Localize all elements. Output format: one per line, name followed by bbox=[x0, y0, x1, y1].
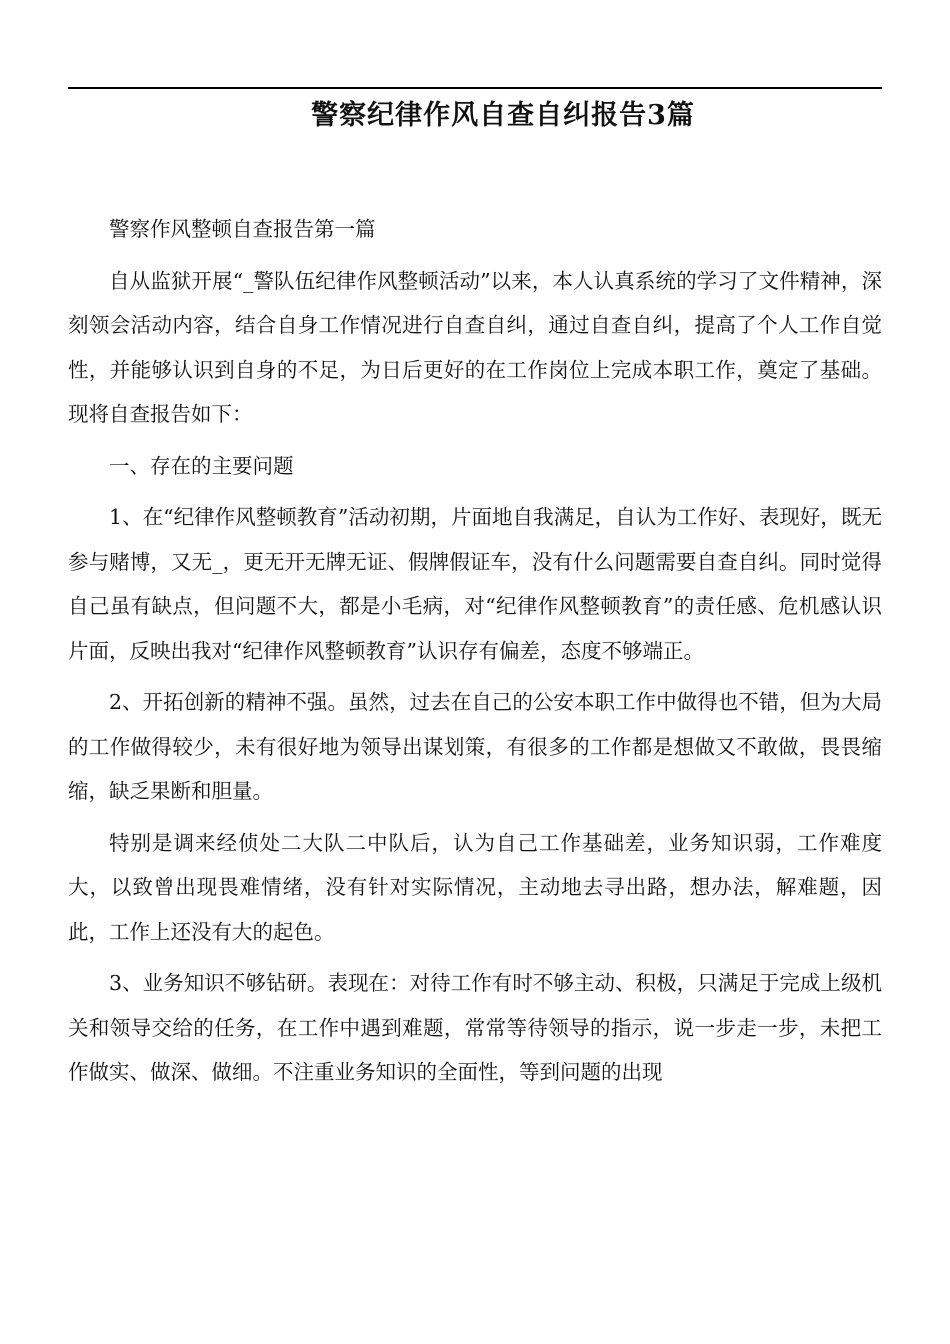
document-body bbox=[68, 207, 882, 1102]
subheading: 一、存在的主要问题 bbox=[109, 453, 294, 478]
paragraph: 自从监狱开展“_警队伍纪律作风整顿活动”以来，本人认真系统的学习了文件精神，深刻领会活动内容，结合自身工作情况进行自查自纠，通过自查自纠，提高了个人工作自觉性，并能够认识到自身的不足，为日后更好的在工作岗位上完成本职工作，奠定了基础。现将自查报告如下： bbox=[68, 268, 882, 426]
paragraph: 1、在“纪律作风整顿教育”活动初期，片面地自我满足，自认为工作好、表现好，既无参与赌博，又无_，更无开无牌无证、假牌假证车，没有什么问题需要自查自纠。同时觉得自己虽有缺点，但问题不大，都是小毛病，对“纪律作风整顿教育”的责任感、危机感认识片面，反映出我对“纪律作风整顿教育”认识存有偏差，态度不够端正。 bbox=[68, 505, 882, 663]
paragraph: 3、业务知识不够钻研。表现在：对待工作有时不够主动、积极，只满足于完成上级机关和领导交给的任务，在工作中遇到难题，常常等待领导的指示，说一步走一步，未把工作做实、做深、做细。不注重业务知识的全面性，等到问题的出现 bbox=[68, 971, 882, 1084]
paragraph: 特别是调来经侦处二大队二中队后，认为自己工作基础差，业务知识弱，工作难度大，以致曾出现畏难情绪，没有针对实际情况，主动地去寻出路，想办法，解难题，因此，工作上还没有大的起色。 bbox=[68, 830, 882, 944]
paragraph: 2、开拓创新的精神不强。虽然，过去在自己的公安本职工作中做得也不错，但为大局的工作做得较少，未有很好地为领导出谋划策，有很多的工作都是想做又不敢做，畏畏缩缩，缺乏果断和胆量。 bbox=[68, 690, 882, 803]
document-title: 警察纪律作风自查自纠报告3篇 bbox=[311, 100, 695, 131]
section-heading: 警察作风整顿自查报告第一篇 bbox=[109, 217, 376, 241]
header-rule bbox=[68, 87, 882, 89]
